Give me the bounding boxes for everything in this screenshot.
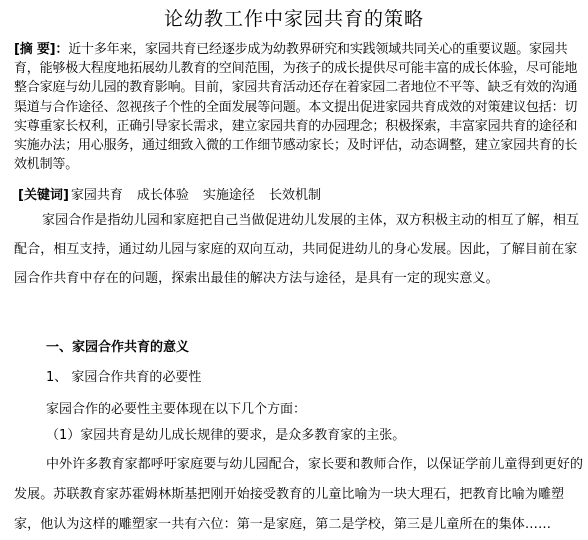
point-item: （1）家园共育是幼儿成长规律的要求，是众多教育家的主张。 — [46, 428, 406, 443]
keyword-item: 成长体验 — [136, 188, 189, 203]
abstract-text: 近十多年来，家园共育已经逐步成为幼教界研究和实践领域共同关心的重要议题。家园共育，能够极大程度地拓展幼儿教育的空间范围，为孩子的成长提供尽可能丰富的成长体验，尽可能地整合家庭与幼儿园的教育影响。目前，家园共育活动还存在着家园二者地位不平等、缺乏有效的沟通渠道与合作途径、忽视孩子个性的全面发展等问题。本文提出促进家园共育成效的对策建议包括：切实尊重家长权利，正确引导家长需求，建立家园共育的办园理念；积极探索，丰富家园共育的途径和实施办法；用心服务，通过细致入微的工作细节感动家长；及时评估，动态调整，建立家园共育的长效机制等。 — [14, 42, 578, 173]
body-paragraph: 中外许多教育家都呼吁家庭要与幼儿园配合，家长要和教师合作，以保证学前儿童得到更好的发展。苏联教育家苏霍姆林斯基把刚开始接受教育的儿童比喻为一块大理石，把教育比喻为雕塑家，他认为这样的雕塑家一共有六位：第一是家庭，第二是学校，第三是儿童所在的集体…… — [14, 457, 584, 532]
abstract-label: [摘 要]： — [14, 42, 69, 57]
document-title: 论幼教工作中家园共育的策略 — [163, 8, 424, 30]
intro-paragraph: 家园合作是指幼儿园和家庭把自己当做促进幼儿发展的主体，双方积极主动的相互了解，相互配合，相互支持，通过幼儿园与家庭的双向互动，共同促进幼儿的身心发展。因此，了解目前在家园合作共育中存在的问题，探索出最佳的解决方法与途径，是具有一定的现实意义。 — [14, 213, 580, 286]
section-heading: 一、家园合作共育的意义 — [46, 340, 190, 355]
keyword-item: 实施途径 — [202, 188, 255, 203]
keywords-line — [18, 187, 584, 205]
keyword-item: 家园共育 — [70, 188, 123, 203]
abstract-paragraph — [14, 40, 584, 174]
keywords-label: [关键词] — [18, 188, 69, 203]
keyword-item: 长效机制 — [268, 188, 321, 203]
intro-line: 家园合作的必要性主要体现在以下几个方面： — [46, 402, 307, 417]
subsection-heading: 1、 家园合作共育的必要性 — [46, 370, 202, 385]
